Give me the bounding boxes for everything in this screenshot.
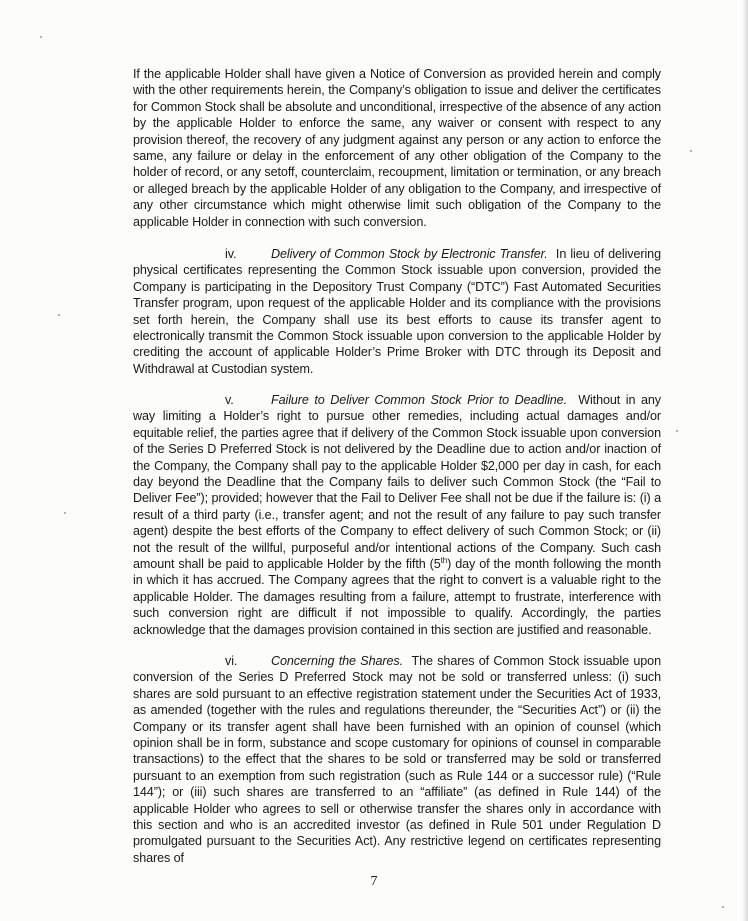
paragraph-conversion-obligation (133, 66, 661, 230)
page-number: 7 (370, 874, 378, 889)
paragraph-number: v. (225, 393, 234, 407)
paragraph-heading: Failure to Deliver Common Stock Prior to Deadline. (271, 393, 567, 407)
paragraph-failure-to-deliver (133, 392, 661, 638)
scan-speck (690, 150, 692, 152)
paragraph-concerning-shares (133, 653, 661, 866)
ordinal-superscript: th (440, 555, 448, 565)
scan-speck (676, 430, 678, 432)
paragraph-number: vi. (225, 654, 238, 668)
paragraph-number: iv. (225, 247, 237, 261)
paragraph-text: If the applicable Holder shall have given a Notice of Conversion as provided herein and comply with the other requirements herein, the Company’s obligation to issue and deliver the certificates for Common Stock shall be absolute and unconditional, irrespective of the absence of any action by the applicable Holder to enforce the same, any waiver or consent with respect to any provision thereof, the recovery of any judgment against any person or any action to enforce the same, any failure or delay in the enforcement of any other obligation of the Company to the holder of record, or any setoff, counterclaim, recoupment, limitation or termination, or any breach or alleged breach by the applicable Holder of any obligation to the Company, and irrespective of any other circumstance which might otherwise limit such obligation of the Company to the applicable Holder in connection with such conversion. (133, 67, 661, 229)
scan-speck (40, 36, 42, 38)
paragraph-text-continued: ) day of the month following the month in which it has accrued. The Company agrees that the right to convert is a valuable right to the applicable Holder. The damages resulting from a failure, attempt to frustrate, interference with such conversion right are difficult if not impossible to qualify. Accordingly, the parties acknowledge that the damages provision contained in this section are justified and reasonable. (133, 557, 662, 637)
paragraph-text: The shares of Common Stock issuable upon conversion of the Series D Preferred Stock may not be sold or transferred unless: (i) such shares are sold pursuant to an effective registration statement under the Securities Act of 1933, as amended (together with the rules and regulations thereunder, the “Securities Act”) or (ii) the Company or its transfer agent shall have been furnished with an opinion of counsel (which opinion shall be in form, substance and scope customary for opinions of counsel in comparable transactions) to the effect that the shares to be sold or transferred may be sold or transferred pursuant to an exemption from such registration (such as Rule 144 or a successor rule) (“Rule 144”); or (iii) such shares are transferred to an “affiliate” (as defined in Rule 144) of the applicable Holder who agrees to sell or otherwise transfer the shares only in accordance with this section and who is an accredited investor (as defined in Rule 501 under Regulation D promulgated pursuant to the Securities Act). Any restrictive legend on certificates representing shares of (133, 654, 661, 865)
page-edge-shadow (742, 0, 748, 921)
paragraph-text: Without in any way limiting a Holder’s right to pursue other remedies, including actual damages and/or equitable relief, the parties agree that if delivery of the Common Stock issuable upon conversion of the Series D Preferred Stock is not delivered by the Deadline due to action and/or inaction of the Company, the Company shall pay to the applicable Holder $2,000 per day in cash, for each day beyond the Deadline that the Company fails to deliver such Common Stock (the “Fail to Deliver Fee”); provided; however that the Fail to Deliver Fee shall not be due if the failure is: (i) a result of a third party (i.e., transfer agent; and not the result of any failure to pay such transfer agent) despite the best efforts of the Company to effect delivery of such Common Stock; or (ii) not the result of the willful, purposeful and/or intentional actions of the Company. Such cash amount shall be paid to applicable Holder by the fifth (5 (133, 393, 661, 572)
paragraph-electronic-transfer (133, 246, 661, 377)
scan-speck (58, 314, 60, 316)
paragraph-text: In lieu of delivering physical certificates representing the Common Stock issuable upon conversion, provided the Company is participating in the Depository Trust Company (“DTC”) Fast Automated Securities Transfer program, upon request of the applicable Holder and its compliance with the provisions set forth herein, the Company shall use its best efforts to cause its transfer agent to electronically transmit the Common Stock issuable upon conversion to the applicable Holder by crediting the account of applicable Holder’s Prime Broker with DTC through its Deposit and Withdrawal at Custodian system. (133, 247, 661, 376)
paragraph-heading: Delivery of Common Stock by Electronic Transfer. (271, 247, 548, 261)
scan-speck (722, 906, 724, 908)
scan-speck (64, 512, 66, 514)
paragraph-heading: Concerning the Shares. (271, 654, 404, 668)
